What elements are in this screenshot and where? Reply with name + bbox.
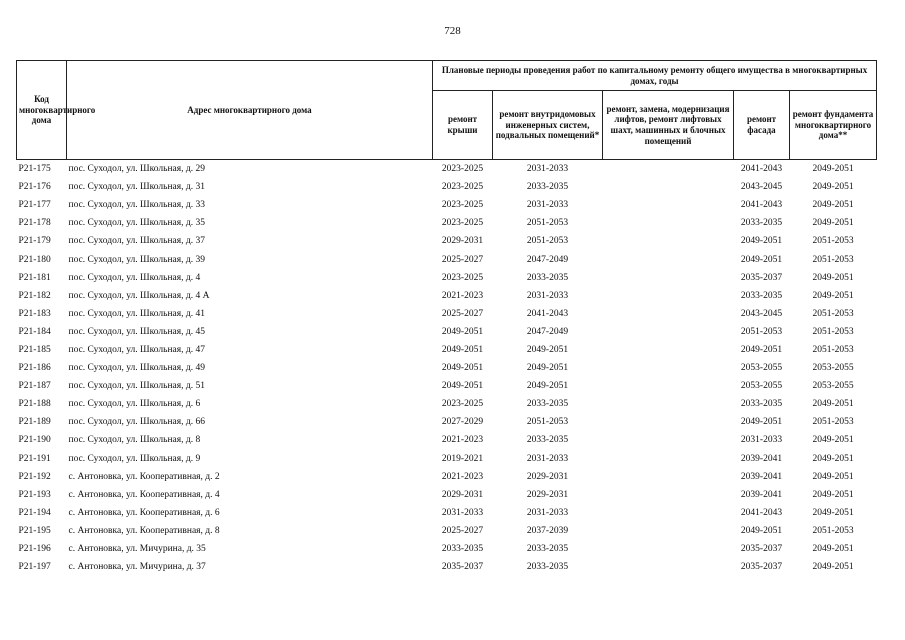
cell-engineering: 2031-2033 bbox=[526, 164, 569, 175]
cell-code: Р21-181 bbox=[18, 272, 51, 283]
table-row bbox=[17, 269, 877, 287]
cell-code: Р21-179 bbox=[18, 236, 51, 247]
cell-engineering: 2033-2035 bbox=[526, 399, 569, 410]
cell-lifts bbox=[603, 486, 734, 504]
table-row bbox=[17, 504, 877, 522]
cell-roof: 2025-2027 bbox=[441, 254, 484, 265]
cell-lifts bbox=[603, 196, 734, 214]
cell-engineering: 2029-2031 bbox=[526, 489, 569, 500]
cell-code: Р21-195 bbox=[18, 525, 51, 536]
cell-engineering: 2033-2035 bbox=[526, 435, 569, 446]
cell-foundation: 2051-2053 bbox=[812, 525, 854, 536]
cell-lifts bbox=[603, 558, 734, 576]
cell-engineering: 2031-2033 bbox=[526, 200, 569, 211]
table-row bbox=[17, 486, 877, 504]
cell-lifts bbox=[603, 323, 734, 341]
cell-foundation: 2049-2051 bbox=[812, 507, 854, 518]
cell-foundation: 2049-2051 bbox=[812, 272, 854, 283]
cell-foundation: 2053-2055 bbox=[812, 363, 854, 374]
cell-facade: 2039-2041 bbox=[740, 489, 783, 500]
cell-roof: 2049-2051 bbox=[441, 344, 484, 355]
cell-foundation: 2049-2051 bbox=[812, 218, 854, 229]
cell-code: Р21-189 bbox=[18, 417, 51, 428]
table-body bbox=[17, 160, 877, 577]
cell-roof: 2049-2051 bbox=[441, 381, 484, 392]
table-row bbox=[17, 450, 877, 468]
cell-roof: 2023-2025 bbox=[441, 182, 484, 193]
cell-facade: 2033-2035 bbox=[740, 399, 783, 410]
table-row bbox=[17, 540, 877, 558]
cell-engineering: 2051-2053 bbox=[526, 218, 569, 229]
cell-roof: 2031-2033 bbox=[441, 507, 484, 518]
cell-engineering: 2033-2035 bbox=[526, 544, 569, 555]
cell-facade: 2035-2037 bbox=[740, 562, 783, 573]
table-row bbox=[17, 468, 877, 486]
cell-lifts bbox=[603, 377, 734, 395]
cell-facade: 2049-2051 bbox=[740, 525, 783, 536]
cell-foundation: 2049-2051 bbox=[812, 399, 854, 410]
table-row bbox=[17, 160, 877, 179]
cell-roof: 2023-2025 bbox=[441, 218, 484, 229]
cell-roof: 2029-2031 bbox=[441, 489, 484, 500]
cell-code: Р21-178 bbox=[18, 218, 51, 229]
repair-schedule-table bbox=[16, 60, 877, 576]
cell-foundation: 2049-2051 bbox=[812, 562, 854, 573]
cell-roof: 2025-2027 bbox=[441, 308, 484, 319]
cell-code: Р21-182 bbox=[18, 290, 51, 301]
cell-facade: 2039-2041 bbox=[740, 471, 783, 482]
cell-address: с. Антоновка, ул. Мичурина, д. 37 bbox=[68, 562, 206, 573]
cell-roof: 2049-2051 bbox=[441, 326, 484, 337]
cell-code: Р21-196 bbox=[18, 544, 51, 555]
cell-lifts bbox=[603, 450, 734, 468]
cell-address: пос. Суходол, ул. Школьная, д. 37 bbox=[68, 236, 205, 247]
cell-roof: 2029-2031 bbox=[441, 236, 484, 247]
cell-address: с. Антоновка, ул. Кооперативная, д. 8 bbox=[68, 525, 220, 536]
cell-engineering: 2031-2033 bbox=[526, 507, 569, 518]
cell-address: с. Антоновка, ул. Мичурина, д. 35 bbox=[68, 544, 206, 555]
cell-roof: 2023-2025 bbox=[441, 272, 484, 283]
cell-code: Р21-197 bbox=[18, 562, 51, 573]
cell-engineering: 2033-2035 bbox=[526, 182, 569, 193]
table-row bbox=[17, 359, 877, 377]
cell-lifts bbox=[603, 305, 734, 323]
cell-lifts bbox=[603, 504, 734, 522]
cell-roof: 2021-2023 bbox=[441, 471, 484, 482]
table-row bbox=[17, 305, 877, 323]
cell-address: с. Антоновка, ул. Кооперативная, д. 6 bbox=[68, 507, 220, 518]
cell-foundation: 2051-2053 bbox=[812, 254, 854, 265]
table-row bbox=[17, 377, 877, 395]
cell-address: пос. Суходол, ул. Школьная, д. 41 bbox=[68, 308, 205, 319]
cell-roof: 2035-2037 bbox=[441, 562, 484, 573]
cell-engineering: 2051-2053 bbox=[526, 417, 569, 428]
header-address: Адрес многоквартирного дома bbox=[67, 61, 433, 160]
table-row bbox=[17, 522, 877, 540]
cell-address: пос. Суходол, ул. Школьная, д. 49 bbox=[68, 363, 205, 374]
cell-foundation: 2049-2051 bbox=[812, 164, 854, 175]
table-row bbox=[17, 431, 877, 449]
header-engineering: ремонт внутридомовых инженерных систем, подвальных помещений* bbox=[493, 91, 603, 160]
cell-address: пос. Суходол, ул. Школьная, д. 6 bbox=[68, 399, 201, 410]
table-row bbox=[17, 323, 877, 341]
cell-lifts bbox=[603, 214, 734, 232]
cell-engineering: 2049-2051 bbox=[526, 344, 569, 355]
cell-code: Р21-175 bbox=[18, 164, 51, 175]
cell-address: пос. Суходол, ул. Школьная, д. 35 bbox=[68, 218, 205, 229]
cell-address: пос. Суходол, ул. Школьная, д. 4 А bbox=[68, 290, 210, 301]
cell-engineering: 2051-2053 bbox=[526, 236, 569, 247]
cell-roof: 2021-2023 bbox=[441, 290, 484, 301]
cell-facade: 2041-2043 bbox=[740, 200, 783, 211]
cell-code: Р21-193 bbox=[18, 489, 51, 500]
table-header bbox=[17, 61, 877, 160]
cell-address: пос. Суходол, ул. Школьная, д. 33 bbox=[68, 200, 205, 211]
cell-lifts bbox=[603, 395, 734, 413]
table-row bbox=[17, 341, 877, 359]
table-row bbox=[17, 558, 877, 576]
cell-code: Р21-187 bbox=[18, 381, 51, 392]
cell-code: Р21-176 bbox=[18, 182, 51, 193]
cell-code: Р21-192 bbox=[18, 471, 51, 482]
cell-lifts bbox=[603, 250, 734, 268]
cell-foundation: 2049-2051 bbox=[812, 435, 854, 446]
cell-foundation: 2049-2051 bbox=[812, 290, 854, 301]
cell-code: Р21-177 bbox=[18, 200, 51, 211]
cell-foundation: 2049-2051 bbox=[812, 453, 854, 464]
cell-address: пос. Суходол, ул. Школьная, д. 9 bbox=[68, 453, 201, 464]
cell-facade: 2051-2053 bbox=[740, 326, 783, 337]
cell-engineering: 2041-2043 bbox=[526, 308, 569, 319]
cell-lifts bbox=[603, 540, 734, 558]
cell-address: пос. Суходол, ул. Школьная, д. 66 bbox=[68, 417, 205, 428]
cell-facade: 2033-2035 bbox=[740, 218, 783, 229]
cell-address: пос. Суходол, ул. Школьная, д. 39 bbox=[68, 254, 205, 265]
cell-code: Р21-188 bbox=[18, 399, 51, 410]
page-number: 728 bbox=[444, 25, 461, 37]
cell-engineering: 2037-2039 bbox=[526, 525, 569, 536]
cell-roof: 2025-2027 bbox=[441, 525, 484, 536]
cell-code: Р21-191 bbox=[18, 453, 51, 464]
cell-lifts bbox=[603, 359, 734, 377]
cell-roof: 2049-2051 bbox=[441, 363, 484, 374]
cell-facade: 2035-2037 bbox=[740, 544, 783, 555]
cell-roof: 2023-2025 bbox=[441, 200, 484, 211]
cell-engineering: 2029-2031 bbox=[526, 471, 569, 482]
cell-foundation: 2051-2053 bbox=[812, 417, 854, 428]
table-row bbox=[17, 413, 877, 431]
cell-address: пос. Суходол, ул. Школьная, д. 31 bbox=[68, 182, 205, 193]
cell-engineering: 2047-2049 bbox=[526, 254, 569, 265]
cell-facade: 2053-2055 bbox=[740, 381, 783, 392]
header-code: Код многоквартирного дома bbox=[17, 61, 67, 160]
table-row bbox=[17, 395, 877, 413]
cell-address: пос. Суходол, ул. Школьная, д. 45 bbox=[68, 326, 205, 337]
cell-facade: 2039-2041 bbox=[740, 453, 783, 464]
cell-code: Р21-180 bbox=[18, 254, 51, 265]
cell-facade: 2053-2055 bbox=[740, 363, 783, 374]
cell-lifts bbox=[603, 413, 734, 431]
cell-address: пос. Суходол, ул. Школьная, д. 51 bbox=[68, 381, 205, 392]
cell-address: с. Антоновка, ул. Кооперативная, д. 2 bbox=[68, 471, 220, 482]
cell-engineering: 2049-2051 bbox=[526, 381, 569, 392]
cell-facade: 2049-2051 bbox=[740, 236, 783, 247]
cell-address: пос. Суходол, ул. Школьная, д. 47 bbox=[68, 344, 205, 355]
cell-foundation: 2051-2053 bbox=[812, 326, 854, 337]
header-roof: ремонт крыши bbox=[433, 91, 493, 160]
cell-roof: 2019-2021 bbox=[441, 453, 484, 464]
header-foundation: ремонт фундамента многоквартирного дома** bbox=[790, 91, 877, 160]
cell-lifts bbox=[603, 468, 734, 486]
cell-lifts bbox=[603, 431, 734, 449]
cell-foundation: 2051-2053 bbox=[812, 344, 854, 355]
cell-facade: 2033-2035 bbox=[740, 290, 783, 301]
cell-facade: 2041-2043 bbox=[740, 507, 783, 518]
cell-foundation: 2049-2051 bbox=[812, 489, 854, 500]
cell-code: Р21-185 bbox=[18, 344, 51, 355]
cell-roof: 2033-2035 bbox=[441, 544, 484, 555]
cell-facade: 2049-2051 bbox=[740, 254, 783, 265]
header-periods-group: Плановые периоды проведения работ по капитальному ремонту общего имущества в многоквартирных домах, годы bbox=[433, 61, 877, 91]
cell-code: Р21-194 bbox=[18, 507, 51, 518]
cell-foundation: 2051-2053 bbox=[812, 308, 854, 319]
cell-facade: 2049-2051 bbox=[740, 344, 783, 355]
cell-code: Р21-183 bbox=[18, 308, 51, 319]
cell-foundation: 2049-2051 bbox=[812, 182, 854, 193]
cell-lifts bbox=[603, 287, 734, 305]
table-row bbox=[17, 196, 877, 214]
cell-lifts bbox=[603, 341, 734, 359]
cell-lifts bbox=[603, 522, 734, 540]
cell-facade: 2035-2037 bbox=[740, 272, 783, 283]
cell-foundation: 2049-2051 bbox=[812, 471, 854, 482]
cell-facade: 2043-2045 bbox=[740, 308, 783, 319]
cell-engineering: 2033-2035 bbox=[526, 272, 569, 283]
cell-foundation: 2049-2051 bbox=[812, 200, 854, 211]
cell-facade: 2049-2051 bbox=[740, 417, 783, 428]
cell-foundation: 2051-2053 bbox=[812, 236, 854, 247]
table-row bbox=[17, 287, 877, 305]
cell-facade: 2043-2045 bbox=[740, 182, 783, 193]
cell-code: Р21-186 bbox=[18, 363, 51, 374]
cell-address: с. Антоновка, ул. Кооперативная, д. 4 bbox=[68, 489, 220, 500]
cell-engineering: 2047-2049 bbox=[526, 326, 569, 337]
cell-code: Р21-190 bbox=[18, 435, 51, 446]
cell-engineering: 2031-2033 bbox=[526, 453, 569, 464]
cell-engineering: 2033-2035 bbox=[526, 562, 569, 573]
cell-lifts bbox=[603, 269, 734, 287]
cell-lifts bbox=[603, 178, 734, 196]
cell-facade: 2031-2033 bbox=[740, 435, 783, 446]
cell-lifts bbox=[603, 160, 734, 179]
cell-foundation: 2053-2055 bbox=[812, 381, 854, 392]
cell-roof: 2023-2025 bbox=[441, 399, 484, 410]
header-facade: ремонт фасада bbox=[734, 91, 790, 160]
cell-foundation: 2049-2051 bbox=[812, 544, 854, 555]
cell-engineering: 2049-2051 bbox=[526, 363, 569, 374]
table-row bbox=[17, 214, 877, 232]
table-row bbox=[17, 250, 877, 268]
cell-roof: 2021-2023 bbox=[441, 435, 484, 446]
cell-address: пос. Суходол, ул. Школьная, д. 8 bbox=[68, 435, 201, 446]
cell-code: Р21-184 bbox=[18, 326, 51, 337]
table-row bbox=[17, 178, 877, 196]
table-row bbox=[17, 232, 877, 250]
cell-address: пос. Суходол, ул. Школьная, д. 29 bbox=[68, 164, 205, 175]
cell-engineering: 2031-2033 bbox=[526, 290, 569, 301]
cell-roof: 2027-2029 bbox=[441, 417, 484, 428]
cell-lifts bbox=[603, 232, 734, 250]
cell-address: пос. Суходол, ул. Школьная, д. 4 bbox=[68, 272, 201, 283]
cell-facade: 2041-2043 bbox=[740, 164, 783, 175]
header-lifts: ремонт, замена, модернизация лифтов, ремонт лифтовых шахт, машинных и блочных помещений bbox=[603, 91, 734, 160]
cell-roof: 2023-2025 bbox=[441, 164, 484, 175]
